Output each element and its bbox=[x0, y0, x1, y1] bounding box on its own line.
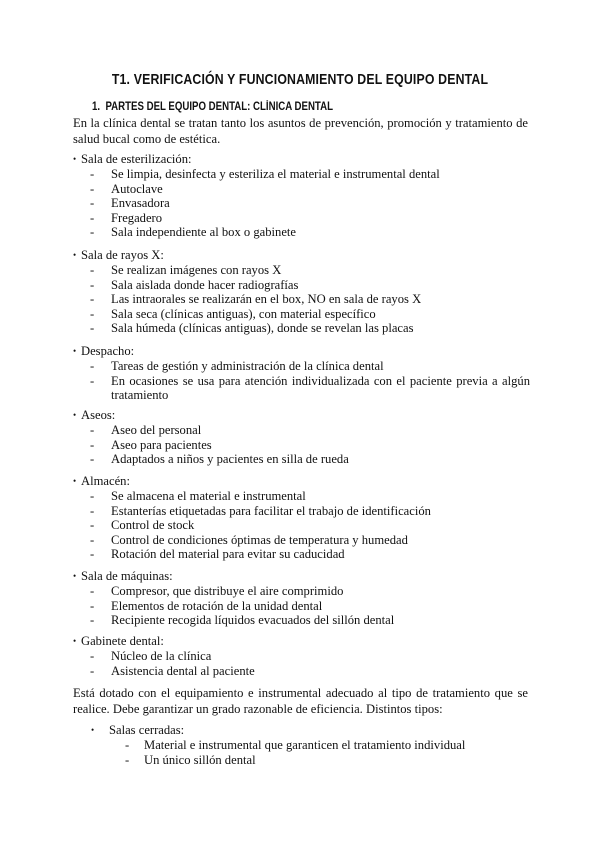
category-title: Almacén: bbox=[81, 474, 130, 488]
bullet-icon: • bbox=[73, 250, 77, 260]
category-title: Sala de esterilización: bbox=[81, 152, 192, 166]
list-item: - Autoclave bbox=[90, 181, 163, 196]
list-item: - Fregadero bbox=[90, 210, 163, 225]
list-item: - Adaptados a niños y pacientes en silla de rueda bbox=[90, 452, 349, 467]
list-item: - Se limpia, desinfecta y esteriliza el material e instrumental dental bbox=[90, 167, 440, 181]
category-storage bbox=[73, 473, 130, 489]
list-item: - Las intraorales se realizarán en el box, NO en sala de rayos X bbox=[90, 292, 422, 307]
dental-office-list bbox=[90, 649, 530, 678]
list-item: - Recipiente recogida líquidos evacuados del sillón dental bbox=[90, 613, 395, 628]
list-item: - En ocasiones se usa para atención individualizada con el paciente previa a algún tratamiento bbox=[90, 373, 530, 403]
list-item: - Control de stock bbox=[90, 518, 195, 533]
category-title: Sala de rayos X: bbox=[81, 248, 164, 262]
list-item: - Aseo del personal bbox=[90, 423, 202, 437]
section-heading-text: PARTES DEL EQUIPO DENTAL: CLÍNICA DENTAL bbox=[105, 101, 333, 113]
bullet-icon: • bbox=[73, 346, 77, 356]
storage-list bbox=[90, 489, 530, 562]
category-restrooms bbox=[73, 407, 115, 423]
list-item: - Sala seca (clínicas antiguas), con material específico bbox=[90, 306, 376, 321]
list-item: - Estanterías etiquetadas para facilitar el trabajo de identificación bbox=[90, 503, 431, 518]
list-item: - Un único sillón dental bbox=[125, 752, 256, 767]
list-item: - Se almacena el material e instrumental bbox=[90, 489, 306, 503]
list-item: - Material e instrumental que garanticen el tratamiento individual bbox=[125, 738, 466, 752]
category-title: Aseos: bbox=[81, 408, 116, 422]
category-title: Gabinete dental: bbox=[81, 634, 164, 648]
office-list bbox=[90, 359, 530, 403]
bullet-icon: • bbox=[73, 636, 77, 646]
list-item: - Aseo para pacientes bbox=[90, 437, 212, 452]
sterilization-list bbox=[90, 167, 530, 240]
bullet-icon: • bbox=[73, 410, 77, 420]
list-item: - Núcleo de la clínica bbox=[90, 649, 212, 663]
list-item: - Se realizan imágenes con rayos X bbox=[90, 263, 282, 277]
list-item: - Rotación del material para evitar su caducidad bbox=[90, 547, 345, 562]
list-item: - Control de condiciones óptimas de temperatura y humedad bbox=[90, 532, 408, 547]
type-title: Salas cerradas: bbox=[109, 723, 185, 737]
section-heading bbox=[92, 101, 333, 113]
machine-room-list bbox=[90, 584, 530, 628]
closed-rooms-list bbox=[125, 738, 525, 767]
list-item: - Sala aislada donde hacer radiografías bbox=[90, 277, 299, 292]
category-machine-room bbox=[73, 568, 173, 584]
bullet-icon: • bbox=[73, 476, 77, 486]
closing-paragraph: Está dotado con el equipamiento e instrumental adecuado al tipo de tratamiento que se realice. Debe garantizar un grado razonable de eficiencia. Distintos tipos: bbox=[73, 686, 528, 716]
category-xray bbox=[73, 247, 164, 263]
list-item: - Elementos de rotación de la unidad dental bbox=[90, 598, 323, 613]
intro-paragraph: En la clínica dental se tratan tanto los asuntos de prevención, promoción y tratamiento de salud bucal como de estética. bbox=[73, 116, 528, 146]
list-item: - Compresor, que distribuye el aire comprimido bbox=[90, 584, 344, 598]
list-item: - Sala independiente al box o gabinete bbox=[90, 225, 296, 240]
xray-list bbox=[90, 263, 530, 336]
bullet-icon: • bbox=[73, 571, 77, 581]
list-item: - Sala húmeda (clínicas antiguas), donde se revelan las placas bbox=[90, 321, 414, 336]
bullet-icon: • bbox=[91, 725, 95, 735]
restrooms-list bbox=[90, 423, 530, 467]
document-title: T1. VERIFICACIÓN Y FUNCIONAMIENTO DEL EQUIPO DENTAL bbox=[111, 71, 489, 88]
category-office bbox=[73, 343, 134, 359]
section-number: 1. bbox=[92, 101, 101, 113]
category-sterilization bbox=[73, 151, 192, 167]
bullet-icon: • bbox=[73, 154, 77, 164]
list-item: - Envasadora bbox=[90, 196, 170, 211]
category-title: Despacho: bbox=[81, 344, 135, 358]
type-closed-rooms bbox=[91, 722, 184, 738]
category-dental-office bbox=[73, 633, 164, 649]
list-item: - Asistencia dental al paciente bbox=[90, 663, 255, 678]
category-title: Sala de máquinas: bbox=[81, 569, 173, 583]
list-item: - Tareas de gestión y administración de la clínica dental bbox=[90, 359, 384, 373]
